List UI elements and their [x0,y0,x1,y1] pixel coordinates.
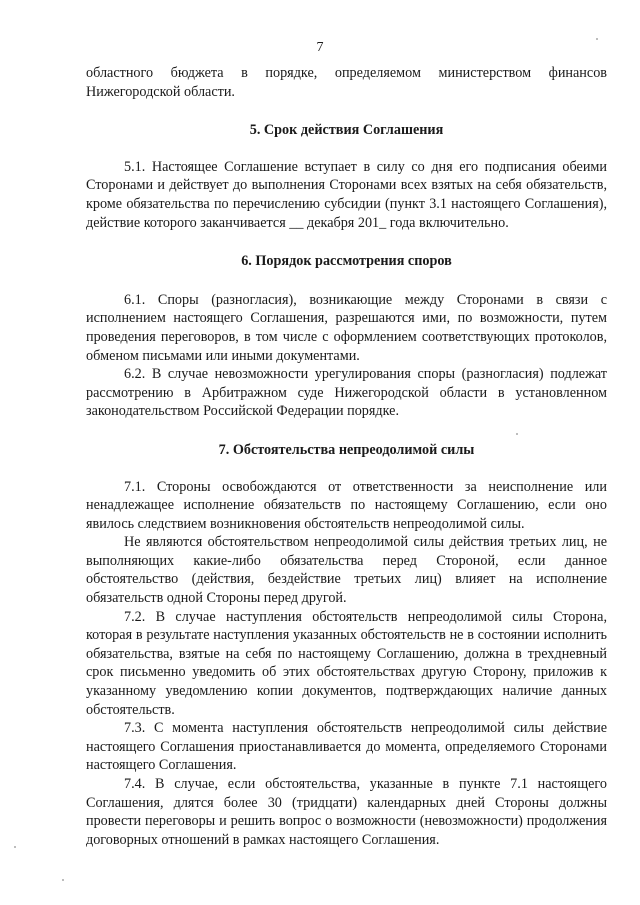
scan-speck [14,846,16,848]
paragraph-7-3: 7.3. С момента наступления обстоятельств непреодолимой силы действие настоящего Соглашения приостанавливается до момента, определяемого Сторонами настоящего Соглашения. [86,720,607,774]
paragraph-5-1: 5.1. Настоящее Соглашение вступает в силу со дня его подписания обеими Сторонами и действует до выполнения Сторонами всех взятых на себя обязательств, кроме обязательства по перечислению субсидии (пункт 3.1 настоящего Соглашения), действие которого заканчивается __ декабря 201_ года включительно. [86,158,607,231]
paragraph-7-1-note: Не являются обстоятельством непреодолимой силы действия третьих лиц, не выполняющих какие-либо обязательства перед Стороной, если данное обстоятельство (действия, бездействие третьих лиц) влияет на исполнение обязательств одной Стороны перед другой. [86,534,607,607]
section-5-heading: 5. Срок действия Соглашения [249,122,444,139]
scan-speck [516,433,518,435]
paragraph-7-4: 7.4. В случае, если обстоятельства, указанные в пункте 7.1 настоящего Соглашения, длятся более 30 (тридцати) календарных дней Стороны должны провести переговоры и решить вопрос о возможности (невозможности) продолжения договорных отношений в рамках настоящего Соглашения. [86,776,607,848]
page-number: 7 [316,40,324,55]
paragraph-6-2: 6.2. В случае невозможности урегулирования споры (разногласия) подлежат рассмотрению в Арбитражном суде Нижегородской области в установленном законодательством Российской Федерации порядке. [86,366,607,420]
paragraph-7-1: 7.1. Стороны освобождаются от ответственности за неисполнение или ненадлежащее исполнение обязательств по настоящему Соглашению, если оно явилось следствием возникновения обстоятельств непреодолимой силы. [86,478,607,532]
document-body [86,64,607,849]
scan-speck [62,879,64,881]
section-6-heading: 6. Порядок рассмотрения споров [241,253,452,270]
section-7-heading: 7. Обстоятельства непреодолимой силы [218,441,475,458]
paragraph-7-2: 7.2. В случае наступления обстоятельств непреодолимой силы Сторона, которая в результате наступления указанных обстоятельств не в состоянии исполнить обязательства, взятые на себя по настоящему Соглашению, должна в трехдневный срок письменно уведомить об этих обстоятельствах другую Сторону, приложив к указанному уведомлению копии документов, подтверждающих наличие данных обстоятельств. [86,608,607,718]
intro-paragraph: областного бюджета в порядке, определяемом министерством финансов Нижегородской области. [86,65,607,100]
scan-speck [596,38,598,40]
paragraph-6-1: 6.1. Споры (разногласия), возникающие между Сторонами в связи с исполнением настоящего Соглашения, разрешаются ими, по возможности, путем проведения переговоров, в том числе с оформлением соответствующих протоколов, обменом письмами или иными документами. [86,291,607,364]
